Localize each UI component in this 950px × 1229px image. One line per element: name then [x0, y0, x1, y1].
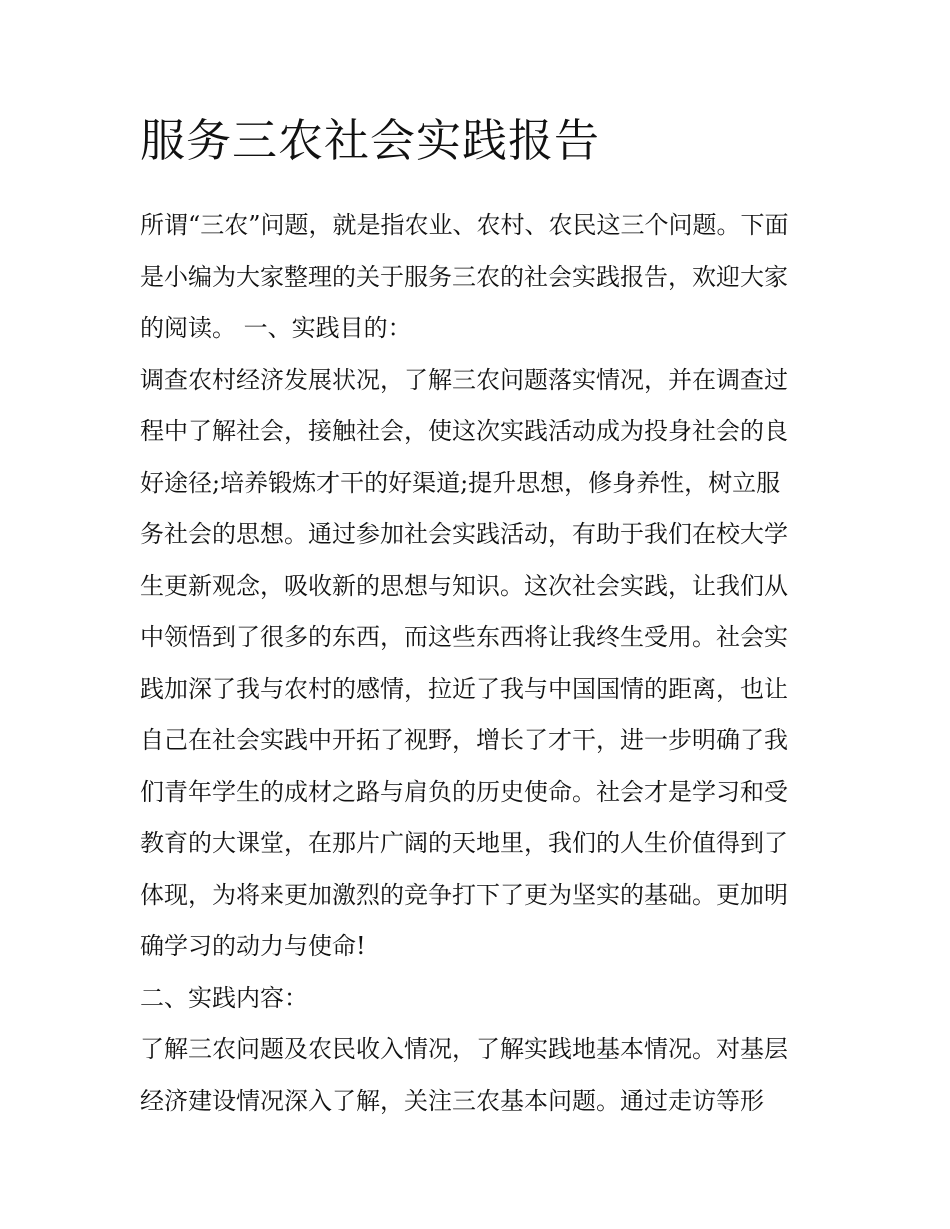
- body-line: 好途径;培养锻炼才干的好渠道;提升思想，修身养性，树立服: [140, 468, 781, 497]
- body-line: 了解三农问题及农民收入情况，了解实践地基本情况。对基层: [140, 1035, 788, 1063]
- body-line: 程中了解社会，接触社会，使这次实践活动成为投身社会的良: [140, 417, 788, 445]
- document-title: 服务三农社会实践报告: [140, 114, 601, 167]
- body-line: 调查农村经济发展状况，了解三农问题落实情况，并在调查过: [140, 365, 788, 394]
- body-line: 所谓“三农”问题，就是指农业、农村、农民这三个问题。下面: [140, 211, 789, 239]
- body-line: 是小编为大家整理的关于服务三农的社会实践报告，欢迎大家: [140, 262, 788, 291]
- body-line: 中领悟到了很多的东西，而这些东西将让我终生受用。社会实: [140, 623, 788, 651]
- body-line: 务社会的思想。通过参加社会实践活动，有助于我们在校大学: [140, 520, 788, 548]
- body-line: 们青年学生的成材之路与肩负的历史使命。社会才是学习和受: [140, 777, 788, 806]
- body-line: 践加深了我与农村的感情，拉近了我与中国国情的距离，也让: [140, 674, 788, 703]
- body-line: 教育的大课堂，在那片广阔的天地里，我们的人生价值得到了: [140, 829, 788, 857]
- body-line: 体现，为将来更加激烈的竞争打下了更为坚实的基础。更加明: [140, 880, 788, 909]
- body-line: 自己在社会实践中开拓了视野，增长了才干，进一步明确了我: [140, 726, 788, 754]
- body-line: 的阅读。 一、实践目的：: [140, 314, 412, 342]
- body-line: 经济建设情况深入了解，关注三农基本问题。通过走访等形: [140, 1086, 764, 1115]
- section-heading: 二、实践内容：: [140, 983, 308, 1012]
- document-body: [140, 200, 830, 1127]
- body-line: 确学习的动力与使命!: [140, 932, 366, 960]
- body-line: 生更新观念，吸收新的思想与知识。这次社会实践，让我们从: [140, 571, 788, 600]
